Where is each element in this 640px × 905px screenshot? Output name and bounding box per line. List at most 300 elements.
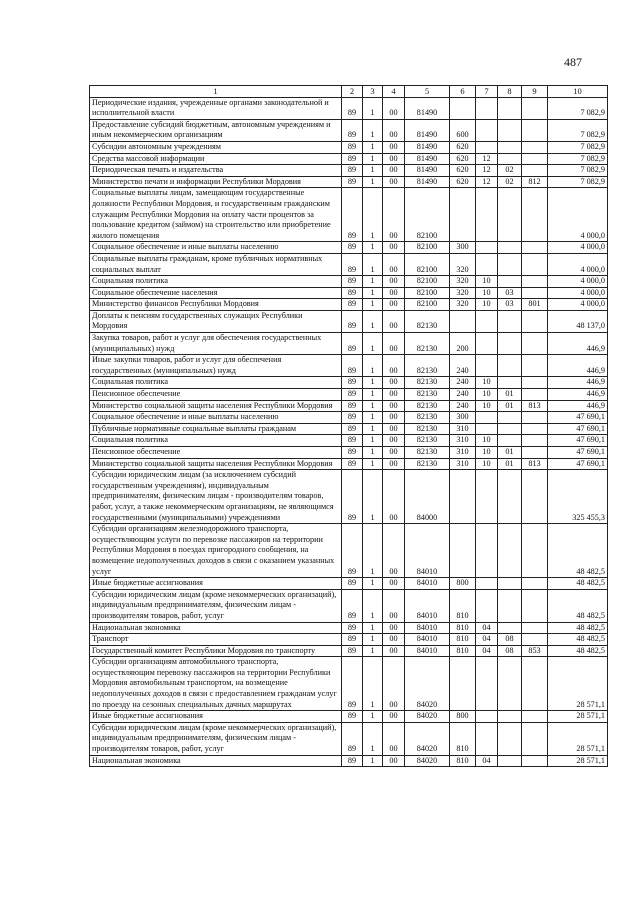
row-code-cell (498, 435, 522, 447)
row-code-cell: 00 (383, 711, 405, 723)
row-amount-cell: 28 571,1 (548, 711, 608, 723)
row-code-cell (522, 153, 548, 165)
row-code-cell (476, 188, 498, 242)
row-code-cell: 89 (342, 458, 363, 470)
row-code-cell: 00 (383, 377, 405, 389)
row-code-cell: 89 (342, 355, 363, 377)
row-code-cell: 89 (342, 578, 363, 590)
row-name-cell: Социальная политика (90, 435, 342, 447)
row-code-cell (476, 578, 498, 590)
column-header: 8 (498, 86, 522, 98)
row-amount-cell: 446,9 (548, 389, 608, 401)
page-number: 487 (564, 55, 582, 69)
row-code-cell: 813 (522, 400, 548, 412)
row-code-cell: 89 (342, 645, 363, 657)
row-code-cell (498, 412, 522, 424)
row-code-cell: 1 (363, 458, 383, 470)
row-code-cell: 82100 (405, 287, 450, 299)
row-code-cell: 84020 (405, 711, 450, 723)
row-code-cell (476, 470, 498, 524)
row-code-cell: 00 (383, 578, 405, 590)
row-code-cell: 1 (363, 310, 383, 332)
row-amount-cell: 4 000,0 (548, 242, 608, 254)
row-code-cell: 01 (498, 458, 522, 470)
row-code-cell: 1 (363, 412, 383, 424)
row-code-cell: 04 (476, 645, 498, 657)
row-amount-cell: 47 690,1 (548, 435, 608, 447)
row-code-cell (522, 377, 548, 389)
row-code-cell: 00 (383, 458, 405, 470)
row-name-cell: Транспорт (90, 634, 342, 646)
row-code-cell: 89 (342, 188, 363, 242)
row-code-cell (522, 435, 548, 447)
row-code-cell: 1 (363, 287, 383, 299)
table-row (90, 578, 608, 590)
row-code-cell: 89 (342, 755, 363, 767)
row-code-cell: 00 (383, 119, 405, 141)
row-code-cell: 89 (342, 310, 363, 332)
row-code-cell (476, 253, 498, 275)
row-code-cell (498, 141, 522, 153)
row-code-cell: 04 (476, 622, 498, 634)
row-code-cell (522, 276, 548, 288)
row-code-cell: 240 (450, 400, 476, 412)
row-code-cell: 01 (498, 400, 522, 412)
row-amount-cell: 48 482,5 (548, 578, 608, 590)
row-code-cell (476, 657, 498, 711)
row-code-cell: 1 (363, 333, 383, 355)
row-code-cell: 00 (383, 400, 405, 412)
row-code-cell: 1 (363, 165, 383, 177)
row-code-cell: 1 (363, 153, 383, 165)
row-code-cell: 813 (522, 458, 548, 470)
row-code-cell: 300 (450, 242, 476, 254)
row-code-cell: 620 (450, 176, 476, 188)
row-name-cell: Публичные нормативные социальные выплаты гражданам (90, 423, 342, 435)
row-code-cell (522, 412, 548, 424)
row-code-cell: 1 (363, 435, 383, 447)
row-code-cell: 1 (363, 176, 383, 188)
row-code-cell: 82130 (405, 435, 450, 447)
row-code-cell (522, 310, 548, 332)
row-code-cell: 320 (450, 299, 476, 311)
row-code-cell: 300 (450, 412, 476, 424)
row-name-cell: Социальная политика (90, 276, 342, 288)
row-code-cell: 810 (450, 589, 476, 622)
row-code-cell: 801 (522, 299, 548, 311)
row-code-cell (450, 657, 476, 711)
table-body (90, 97, 608, 767)
row-code-cell: 82100 (405, 299, 450, 311)
row-code-cell: 810 (450, 722, 476, 755)
row-code-cell: 00 (383, 333, 405, 355)
row-code-cell: 00 (383, 524, 405, 578)
row-name-cell: Министерство социальной защиты населения Республики Мордовия (90, 458, 342, 470)
row-code-cell (522, 165, 548, 177)
row-code-cell: 1 (363, 711, 383, 723)
row-code-cell: 1 (363, 622, 383, 634)
row-name-cell: Министерство печати и информации Республики Мордовия (90, 176, 342, 188)
row-code-cell: 00 (383, 645, 405, 657)
row-code-cell: 89 (342, 141, 363, 153)
row-code-cell: 1 (363, 188, 383, 242)
row-code-cell (522, 423, 548, 435)
row-code-cell (476, 423, 498, 435)
row-code-cell: 00 (383, 253, 405, 275)
row-code-cell: 00 (383, 188, 405, 242)
row-amount-cell: 47 690,1 (548, 423, 608, 435)
row-code-cell: 89 (342, 722, 363, 755)
row-code-cell: 1 (363, 423, 383, 435)
row-code-cell: 82130 (405, 389, 450, 401)
row-code-cell (450, 97, 476, 119)
row-code-cell: 00 (383, 423, 405, 435)
row-code-cell: 08 (498, 634, 522, 646)
row-code-cell (522, 589, 548, 622)
row-code-cell: 240 (450, 389, 476, 401)
table-row (90, 287, 608, 299)
row-code-cell: 600 (450, 119, 476, 141)
row-code-cell (522, 141, 548, 153)
row-code-cell: 320 (450, 253, 476, 275)
row-code-cell (498, 119, 522, 141)
table-row (90, 253, 608, 275)
row-code-cell: 82130 (405, 310, 450, 332)
row-name-cell: Периодические издания, учрежденные органами законодательной и исполнительной власти (90, 97, 342, 119)
row-code-cell: 00 (383, 447, 405, 459)
row-code-cell: 89 (342, 153, 363, 165)
row-code-cell: 84020 (405, 722, 450, 755)
row-code-cell: 1 (363, 578, 383, 590)
row-code-cell (522, 470, 548, 524)
row-code-cell: 89 (342, 377, 363, 389)
row-code-cell (522, 253, 548, 275)
row-code-cell: 00 (383, 389, 405, 401)
row-amount-cell: 4 000,0 (548, 287, 608, 299)
row-amount-cell: 48 482,5 (548, 589, 608, 622)
row-code-cell: 620 (450, 141, 476, 153)
row-code-cell: 84000 (405, 470, 450, 524)
row-code-cell (522, 389, 548, 401)
row-code-cell: 00 (383, 622, 405, 634)
row-code-cell: 82130 (405, 458, 450, 470)
row-amount-cell: 47 690,1 (548, 412, 608, 424)
table-row (90, 447, 608, 459)
row-code-cell (498, 755, 522, 767)
row-amount-cell: 7 082,9 (548, 141, 608, 153)
row-code-cell (522, 622, 548, 634)
row-code-cell: 310 (450, 458, 476, 470)
row-code-cell: 853 (522, 645, 548, 657)
row-code-cell (498, 589, 522, 622)
row-code-cell: 82130 (405, 355, 450, 377)
row-code-cell (498, 657, 522, 711)
row-code-cell: 10 (476, 299, 498, 311)
row-name-cell: Национальная экономика (90, 622, 342, 634)
row-code-cell: 82130 (405, 447, 450, 459)
row-code-cell: 03 (498, 287, 522, 299)
row-code-cell: 89 (342, 97, 363, 119)
row-amount-cell: 4 000,0 (548, 276, 608, 288)
row-code-cell (476, 524, 498, 578)
table-row (90, 524, 608, 578)
row-name-cell: Иные бюджетные ассигнования (90, 578, 342, 590)
row-amount-cell: 28 571,1 (548, 722, 608, 755)
table-row (90, 400, 608, 412)
row-name-cell: Социальная политика (90, 377, 342, 389)
row-code-cell: 320 (450, 276, 476, 288)
row-name-cell: Министерство финансов Республики Мордовия (90, 299, 342, 311)
row-code-cell: 89 (342, 524, 363, 578)
row-code-cell (522, 97, 548, 119)
table-row (90, 299, 608, 311)
row-amount-cell: 446,9 (548, 355, 608, 377)
row-code-cell: 1 (363, 276, 383, 288)
row-code-cell: 84010 (405, 589, 450, 622)
row-code-cell (476, 310, 498, 332)
row-code-cell (450, 470, 476, 524)
row-amount-cell: 28 571,1 (548, 755, 608, 767)
row-code-cell: 1 (363, 400, 383, 412)
row-code-cell (522, 119, 548, 141)
row-code-cell (522, 578, 548, 590)
row-code-cell (522, 355, 548, 377)
row-code-cell: 89 (342, 634, 363, 646)
row-code-cell (476, 722, 498, 755)
column-header: 7 (476, 86, 498, 98)
row-amount-cell: 47 690,1 (548, 458, 608, 470)
budget-table (89, 85, 608, 767)
row-code-cell (498, 188, 522, 242)
row-code-cell: 82100 (405, 242, 450, 254)
row-code-cell (476, 355, 498, 377)
row-amount-cell: 7 082,9 (548, 153, 608, 165)
column-header: 6 (450, 86, 476, 98)
row-code-cell: 89 (342, 447, 363, 459)
row-code-cell: 00 (383, 153, 405, 165)
row-code-cell: 00 (383, 722, 405, 755)
row-code-cell (498, 711, 522, 723)
row-amount-cell: 48 137,0 (548, 310, 608, 332)
row-name-cell: Иные бюджетные ассигнования (90, 711, 342, 723)
row-code-cell: 1 (363, 299, 383, 311)
row-code-cell: 82100 (405, 276, 450, 288)
row-code-cell: 89 (342, 657, 363, 711)
row-amount-cell: 446,9 (548, 377, 608, 389)
row-amount-cell: 7 082,9 (548, 97, 608, 119)
row-code-cell: 10 (476, 435, 498, 447)
row-code-cell (498, 722, 522, 755)
row-code-cell (476, 333, 498, 355)
row-code-cell: 84020 (405, 755, 450, 767)
row-code-cell: 89 (342, 299, 363, 311)
row-code-cell: 10 (476, 276, 498, 288)
table-row (90, 165, 608, 177)
row-amount-cell: 4 000,0 (548, 253, 608, 275)
row-name-cell: Государственный комитет Республики Мордовия по транспорту (90, 645, 342, 657)
row-code-cell: 12 (476, 165, 498, 177)
row-code-cell: 89 (342, 276, 363, 288)
row-code-cell: 84010 (405, 634, 450, 646)
row-code-cell: 00 (383, 299, 405, 311)
row-name-cell: Субсидии автономным учреждениям (90, 141, 342, 153)
row-name-cell: Социальное обеспечение и иные выплаты населению (90, 412, 342, 424)
column-header: 2 (342, 86, 363, 98)
row-code-cell: 89 (342, 423, 363, 435)
table-row (90, 141, 608, 153)
row-code-cell (498, 253, 522, 275)
row-code-cell: 12 (476, 153, 498, 165)
row-code-cell: 84020 (405, 657, 450, 711)
row-code-cell: 00 (383, 755, 405, 767)
row-code-cell: 1 (363, 524, 383, 578)
row-name-cell: Социальные выплаты гражданам, кроме публичных нормативных социальных выплат (90, 253, 342, 275)
row-code-cell: 10 (476, 377, 498, 389)
row-code-cell: 89 (342, 119, 363, 141)
row-code-cell (522, 524, 548, 578)
row-code-cell: 82130 (405, 412, 450, 424)
row-code-cell: 00 (383, 141, 405, 153)
row-code-cell: 1 (363, 722, 383, 755)
row-code-cell: 00 (383, 165, 405, 177)
table-row (90, 310, 608, 332)
row-code-cell: 310 (450, 435, 476, 447)
table-row (90, 470, 608, 524)
row-amount-cell: 48 482,5 (548, 645, 608, 657)
row-name-cell: Предоставление субсидий бюджетным, автономным учреждениям и иным некоммерческим организациям (90, 119, 342, 141)
row-code-cell: 81490 (405, 165, 450, 177)
row-name-cell: Пенсионное обеспечение (90, 447, 342, 459)
row-name-cell: Субсидии юридическим лицам (кроме некоммерческих организаций), индивидуальным предпринимателям, физическим лицам - производителям товаров, работ, услуг (90, 589, 342, 622)
row-code-cell: 04 (476, 634, 498, 646)
row-code-cell (476, 711, 498, 723)
row-code-cell (476, 412, 498, 424)
row-code-cell (522, 711, 548, 723)
row-code-cell (498, 355, 522, 377)
table-row (90, 657, 608, 711)
column-header: 1 (90, 86, 342, 98)
column-header: 4 (383, 86, 405, 98)
row-code-cell: 02 (498, 176, 522, 188)
row-code-cell (522, 755, 548, 767)
row-code-cell: 00 (383, 310, 405, 332)
row-code-cell: 01 (498, 389, 522, 401)
row-name-cell: Субсидии организациям автомобильного транспорта, осуществляющим перевозку пассажиров на территории Республики Мордовия автомобильным транспортом, на возмещение недополученных доходов в связи с предоставлением гражданам услуг по проезду на сезонных специальных дачных маршрутах (90, 657, 342, 711)
row-code-cell: 00 (383, 470, 405, 524)
row-name-cell: Национальная экономика (90, 755, 342, 767)
row-code-cell: 1 (363, 447, 383, 459)
row-code-cell (522, 188, 548, 242)
table-row (90, 589, 608, 622)
table-row (90, 435, 608, 447)
row-code-cell: 82130 (405, 333, 450, 355)
row-code-cell (522, 287, 548, 299)
row-code-cell (522, 447, 548, 459)
row-amount-cell: 7 082,9 (548, 176, 608, 188)
row-code-cell: 82100 (405, 253, 450, 275)
row-code-cell: 00 (383, 657, 405, 711)
row-amount-cell: 48 482,5 (548, 524, 608, 578)
row-code-cell (522, 722, 548, 755)
row-code-cell (498, 242, 522, 254)
row-code-cell: 812 (522, 176, 548, 188)
row-code-cell: 81490 (405, 119, 450, 141)
row-code-cell: 81490 (405, 97, 450, 119)
row-code-cell: 02 (498, 165, 522, 177)
row-name-cell: Субсидии юридическим лицам (за исключением субсидий государственным учреждениям), индивидуальным предпринимателям, физическим лицам - производителям товаров, работ, услуг, а также некоммерческим организациям, не являющимся государственными (муниципальными) учреждениями (90, 470, 342, 524)
row-code-cell: 04 (476, 755, 498, 767)
row-code-cell (498, 153, 522, 165)
row-code-cell: 81490 (405, 153, 450, 165)
row-code-cell (476, 242, 498, 254)
row-code-cell (522, 333, 548, 355)
row-code-cell: 1 (363, 755, 383, 767)
row-code-cell: 89 (342, 589, 363, 622)
row-code-cell: 00 (383, 97, 405, 119)
row-code-cell: 00 (383, 276, 405, 288)
table-row (90, 755, 608, 767)
row-code-cell: 1 (363, 253, 383, 275)
row-code-cell: 810 (450, 755, 476, 767)
row-amount-cell: 48 482,5 (548, 622, 608, 634)
row-code-cell: 82130 (405, 423, 450, 435)
row-code-cell: 00 (383, 355, 405, 377)
row-code-cell: 10 (476, 447, 498, 459)
row-code-cell: 1 (363, 97, 383, 119)
row-code-cell: 1 (363, 141, 383, 153)
row-code-cell: 1 (363, 470, 383, 524)
table-row (90, 188, 608, 242)
row-code-cell: 1 (363, 355, 383, 377)
row-code-cell: 84010 (405, 578, 450, 590)
row-code-cell (522, 242, 548, 254)
row-code-cell: 10 (476, 400, 498, 412)
table-row (90, 389, 608, 401)
row-code-cell: 1 (363, 242, 383, 254)
row-code-cell: 89 (342, 400, 363, 412)
row-amount-cell: 47 690,1 (548, 447, 608, 459)
row-code-cell: 10 (476, 389, 498, 401)
table-row (90, 622, 608, 634)
row-code-cell: 84010 (405, 622, 450, 634)
row-code-cell (498, 423, 522, 435)
row-code-cell: 89 (342, 165, 363, 177)
row-code-cell: 800 (450, 711, 476, 723)
row-name-cell: Субсидии организациям железнодорожного транспорта, осуществляющим услуги по перевозке пассажиров на территории Республики Мордовия в поездах пригородного сообщения, на возмещение недополученных доходов в связи с оказанием указанных услуг (90, 524, 342, 578)
row-code-cell (476, 141, 498, 153)
row-code-cell (498, 97, 522, 119)
row-code-cell: 620 (450, 165, 476, 177)
row-code-cell (498, 524, 522, 578)
row-code-cell (522, 634, 548, 646)
row-code-cell: 240 (450, 377, 476, 389)
row-code-cell (498, 622, 522, 634)
table-row (90, 355, 608, 377)
table-row (90, 412, 608, 424)
row-code-cell (476, 97, 498, 119)
row-code-cell: 82130 (405, 400, 450, 412)
row-code-cell: 1 (363, 389, 383, 401)
row-code-cell (476, 589, 498, 622)
column-header: 9 (522, 86, 548, 98)
row-code-cell: 10 (476, 458, 498, 470)
row-code-cell (450, 310, 476, 332)
row-code-cell (522, 657, 548, 711)
table-row (90, 423, 608, 435)
row-name-cell: Субсидии юридическим лицам (кроме некоммерческих организаций), индивидуальным предпринимателям, физическим лицам - производителям товаров, работ, услуг (90, 722, 342, 755)
row-amount-cell: 7 082,9 (548, 119, 608, 141)
row-code-cell: 89 (342, 470, 363, 524)
